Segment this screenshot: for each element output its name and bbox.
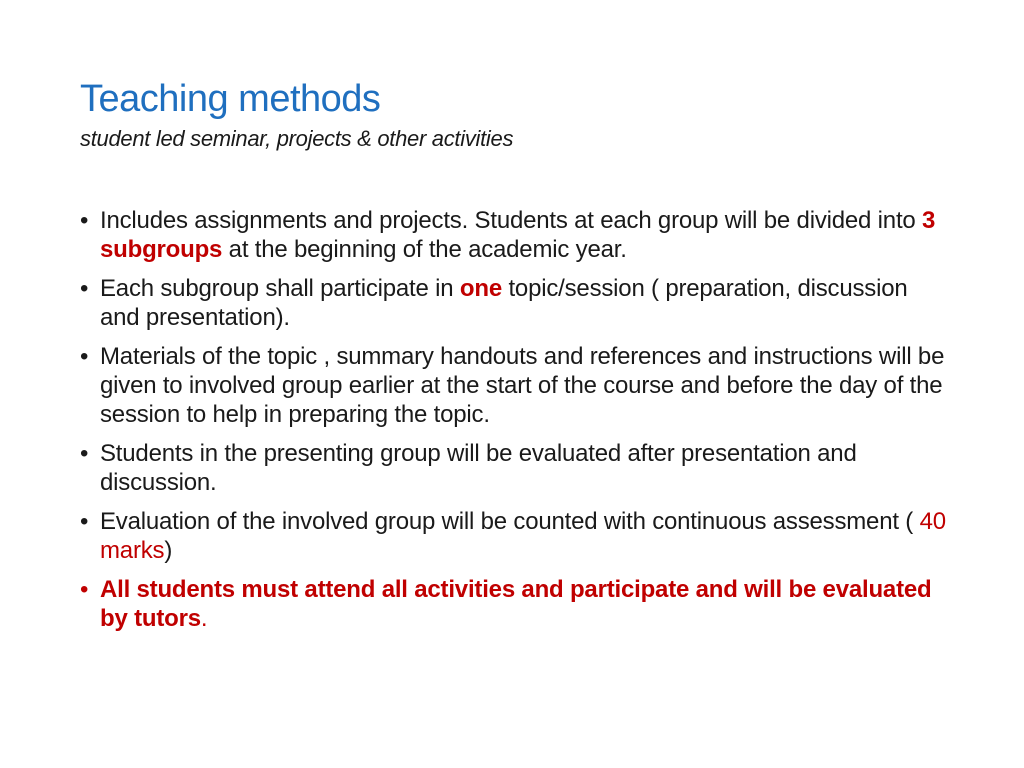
bullet-end-period: . bbox=[200, 605, 208, 632]
bullet-dot-icon: • bbox=[80, 576, 89, 603]
bullet-item bbox=[80, 439, 950, 497]
bullet-list bbox=[80, 206, 950, 643]
bullet-text: Materials of the topic , summary handouts and references and instructions will be given to involved group earlier at the start of the course and before the day of the session to help in preparing the topic. bbox=[100, 343, 945, 428]
bullet-item bbox=[80, 342, 950, 429]
bullet-dot-icon: • bbox=[80, 508, 89, 535]
bullet-text: Each subgroup shall participate in bbox=[100, 275, 460, 302]
bullet-item bbox=[80, 575, 950, 633]
highlight-marks: 40 marks bbox=[100, 508, 946, 564]
bullet-item bbox=[80, 206, 950, 264]
bullet-text: at the beginning of the academic year. bbox=[222, 236, 627, 263]
bullet-dot-icon: • bbox=[80, 275, 89, 302]
bullet-dot-icon: • bbox=[80, 207, 89, 234]
bullet-item bbox=[80, 507, 950, 565]
highlight-one: one bbox=[459, 275, 502, 302]
bullet-text: Evaluation of the involved group will be counted with continuous assessment ( bbox=[100, 508, 920, 535]
bullet-text: topic/session ( preparation, discussion and presentation). bbox=[100, 275, 908, 331]
highlight-subgroups: 3 subgroups bbox=[100, 207, 936, 263]
bullet-dot-icon: • bbox=[80, 440, 89, 467]
bullet-text: Students in the presenting group will be evaluated after presentation and discussion. bbox=[100, 440, 857, 496]
bullet-text: ) bbox=[164, 537, 173, 564]
bullet-dot-icon: • bbox=[80, 343, 89, 370]
bullet-text-attendance: All students must attend all activities and participate and will be evaluated by tutors bbox=[100, 576, 932, 632]
slide-subtitle: student led seminar, projects & other activities bbox=[80, 126, 514, 151]
slide-title: Teaching methods bbox=[80, 78, 381, 120]
bullet-text: Includes assignments and projects. Students at each group will be divided into bbox=[100, 207, 923, 234]
bullet-item bbox=[80, 274, 950, 332]
